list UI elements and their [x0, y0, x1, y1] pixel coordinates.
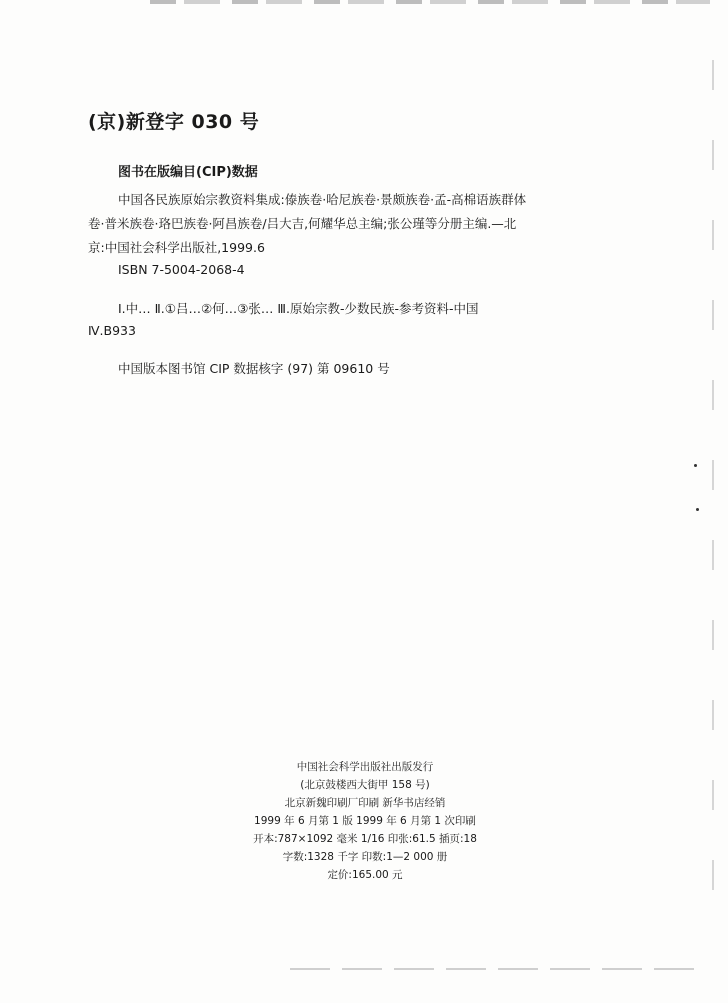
cip-verification: 中国版本图书馆 CIP 数据核字 (97) 第 09610 号 — [118, 361, 390, 376]
classification-line: Ⅰ.中… Ⅱ.①吕…②何…③张… Ⅲ.原始宗教-少数民族-参考资料-中国 — [118, 301, 479, 316]
colophon-price: 定价:165.00 元 — [327, 869, 403, 881]
scan-artifact-bottom — [290, 968, 700, 970]
colophon-wordcount: 字数:1328 千字 印数:1—2 000 册 — [282, 851, 448, 863]
colophon-address: (北京鼓楼西大街甲 158 号) — [300, 779, 430, 791]
scan-artifact-top — [150, 0, 710, 4]
publisher-registration: (京)新登字 030 号 — [88, 111, 260, 133]
scan-artifact-right — [712, 60, 714, 940]
cip-line: 京:中国社会科学出版社,1999.6 — [88, 240, 265, 255]
cip-line: 卷·普米族卷·珞巴族卷·阿昌族卷/吕大吉,何耀华总主编;张公瑾等分册主编.—北 — [88, 216, 517, 231]
cip-heading: 图书在版编目(CIP)数据 — [118, 165, 258, 180]
colophon-publisher: 中国社会科学出版社出版发行 — [296, 761, 434, 773]
classification-line: Ⅳ.B933 — [88, 323, 136, 338]
colophon — [210, 758, 520, 884]
scan-speck — [694, 464, 697, 467]
scan-speck — [696, 508, 699, 511]
cip-line: 中国各民族原始宗教资料集成:傣族卷·哈尼族卷·景颇族卷·孟-高棉语族群体 — [118, 192, 527, 207]
colophon-format: 开本:787×1092 毫米 1/16 印张:61.5 插页:18 — [253, 833, 477, 845]
isbn: ISBN 7-5004-2068-4 — [118, 262, 245, 277]
colophon-edition: 1999 年 6 月第 1 版 1999 年 6 月第 1 次印刷 — [254, 815, 476, 827]
colophon-printer: 北京新魏印刷厂印刷 新华书店经销 — [284, 797, 446, 809]
